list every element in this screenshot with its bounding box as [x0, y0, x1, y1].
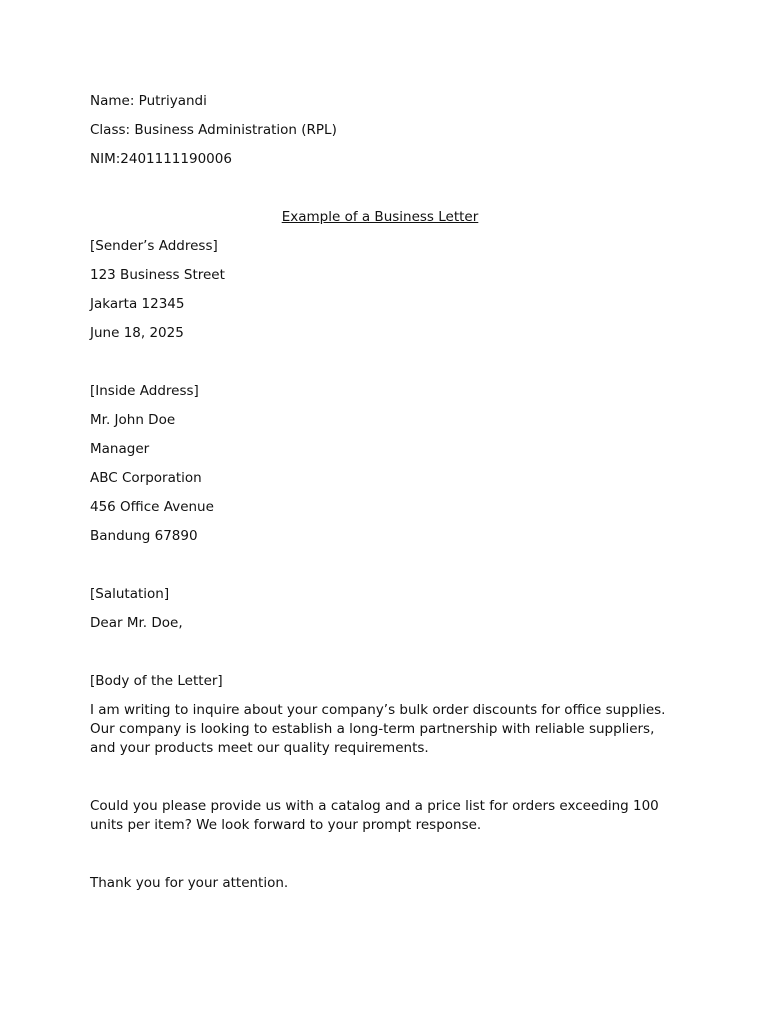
- letter-date: June 18, 2025: [90, 325, 184, 341]
- letter-title: Example of a Business Letter: [281, 209, 479, 225]
- salutation-heading: [Salutation]: [90, 586, 170, 602]
- body-paragraph-1: I am writing to inquire about your company’s bulk order discounts for office supplies. Our company is looking to establish a long-term partnership with reliable suppliers, and your products meet our quality requirements.: [90, 702, 666, 756]
- recipient-city: Bandung 67890: [90, 528, 198, 544]
- spacer: [90, 556, 670, 585]
- spacer: [90, 643, 670, 672]
- closing-line: Thank you for your attention.: [90, 875, 289, 891]
- document-page: [90, 92, 670, 903]
- recipient-name: Mr. John Doe: [90, 412, 176, 428]
- student-name: Name: Putriyandi: [90, 93, 207, 109]
- body-paragraph-2: Could you please provide us with a catalog and a price list for orders exceeding 100 units per item? We look forward to your prompt response.: [90, 798, 659, 833]
- recipient-company: ABC Corporation: [90, 470, 202, 486]
- spacer: [90, 353, 670, 382]
- sender-street: 123 Business Street: [90, 267, 225, 283]
- spacer: [90, 179, 670, 208]
- inside-heading: [Inside Address]: [90, 383, 199, 399]
- body-heading: [Body of the Letter]: [90, 673, 223, 689]
- sender-heading: [Sender’s Address]: [90, 238, 218, 254]
- salutation-text: Dear Mr. Doe,: [90, 615, 183, 631]
- recipient-street: 456 Office Avenue: [90, 499, 214, 515]
- student-nim: NIM:2401111190006: [90, 151, 232, 167]
- recipient-position: Manager: [90, 441, 150, 457]
- student-class: Class: Business Administration (RPL): [90, 122, 337, 138]
- spacer: [90, 845, 670, 874]
- spacer: [90, 768, 670, 797]
- sender-city: Jakarta 12345: [90, 296, 185, 312]
